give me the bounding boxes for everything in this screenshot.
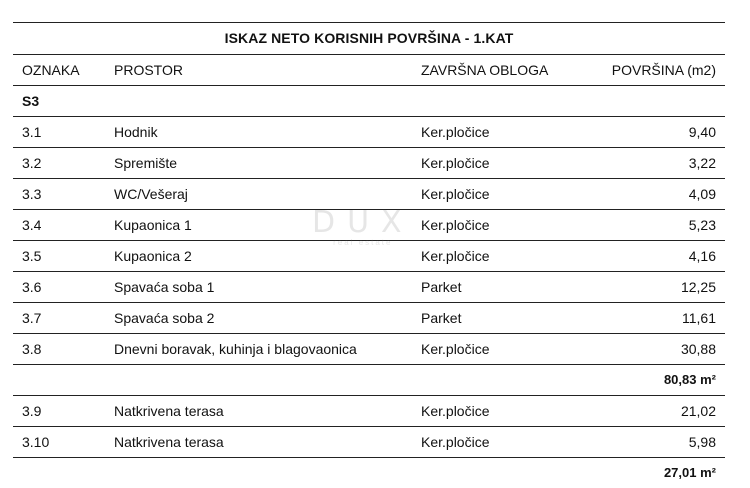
row-area: 4,16 [688, 248, 716, 264]
subtotal-row-1 [13, 365, 725, 396]
row-code: 3.1 [22, 124, 42, 140]
row-finish: Ker.pločice [421, 341, 490, 357]
area-table [13, 22, 725, 488]
table-row [13, 272, 725, 303]
row-code: 3.8 [22, 341, 42, 357]
row-area: 4,09 [688, 186, 716, 202]
row-area: 9,40 [688, 124, 716, 140]
row-code: 3.2 [22, 155, 42, 171]
row-finish: Ker.pločice [421, 186, 490, 202]
row-room: Kupaonica 2 [114, 248, 192, 264]
row-code: 3.7 [22, 310, 42, 326]
table-row [13, 303, 725, 334]
subtotal-value-2: 27,01 m² [663, 465, 716, 480]
row-code: 3.10 [22, 434, 50, 450]
row-area: 11,61 [682, 310, 716, 326]
table-row [13, 117, 725, 148]
room-group-1 [13, 117, 725, 365]
header-code: OZNAKA [22, 62, 80, 78]
row-area: 5,98 [688, 434, 716, 450]
row-room: Spavaća soba 2 [114, 310, 215, 326]
row-finish: Ker.pločice [421, 403, 490, 419]
row-area: 30,88 [680, 341, 716, 357]
row-area: 5,23 [688, 217, 716, 233]
row-room: Dnevni boravak, kuhinja i blagovaonica [114, 341, 357, 357]
row-code: 3.4 [22, 217, 42, 233]
row-area: 21,02 [680, 403, 716, 419]
row-finish: Parket [421, 279, 462, 295]
row-code: 3.6 [22, 279, 42, 295]
row-finish: Ker.pločice [421, 248, 490, 264]
header-finish: ZAVRŠNA OBLOGA [421, 62, 549, 78]
row-finish: Ker.pločice [421, 217, 490, 233]
row-room: Hodnik [114, 124, 158, 140]
watermark-main: DUX [312, 205, 414, 240]
subtotal-value-1: 80,83 m² [663, 372, 716, 387]
header-row [13, 55, 725, 86]
row-finish: Ker.pločice [421, 124, 490, 140]
row-finish: Ker.pločice [421, 155, 490, 171]
row-code: 3.3 [22, 186, 42, 202]
subtotal-row-2 [13, 458, 725, 488]
section-label: S3 [22, 93, 40, 109]
row-code: 3.5 [22, 248, 42, 264]
row-room: Spremište [114, 155, 178, 171]
row-finish: Ker.pločice [421, 434, 490, 450]
table-row [13, 210, 725, 241]
table-row [13, 148, 725, 179]
row-room: Kupaonica 1 [114, 217, 192, 233]
row-finish: Parket [421, 310, 462, 326]
row-area: 12,25 [680, 279, 716, 295]
header-area: POVRŠINA (m2) [611, 62, 716, 78]
row-area: 3,22 [688, 155, 716, 171]
row-code: 3.9 [22, 403, 42, 419]
row-room: Natkrivena terasa [114, 403, 224, 419]
row-room: Natkrivena terasa [114, 434, 224, 450]
table-row [13, 241, 725, 272]
table-row [13, 179, 725, 210]
header-room: PROSTOR [114, 62, 183, 78]
watermark-sub: real estate [333, 238, 393, 247]
table-row [13, 334, 725, 365]
table-row [13, 396, 725, 427]
room-group-2 [13, 396, 725, 458]
row-room: Spavaća soba 1 [114, 279, 215, 295]
section-row [13, 86, 725, 117]
table-title: ISKAZ NETO KORISNIH POVRŠINA - 1.KAT [13, 22, 725, 55]
row-room: WC/Vešeraj [114, 186, 188, 202]
table-row [13, 427, 725, 458]
